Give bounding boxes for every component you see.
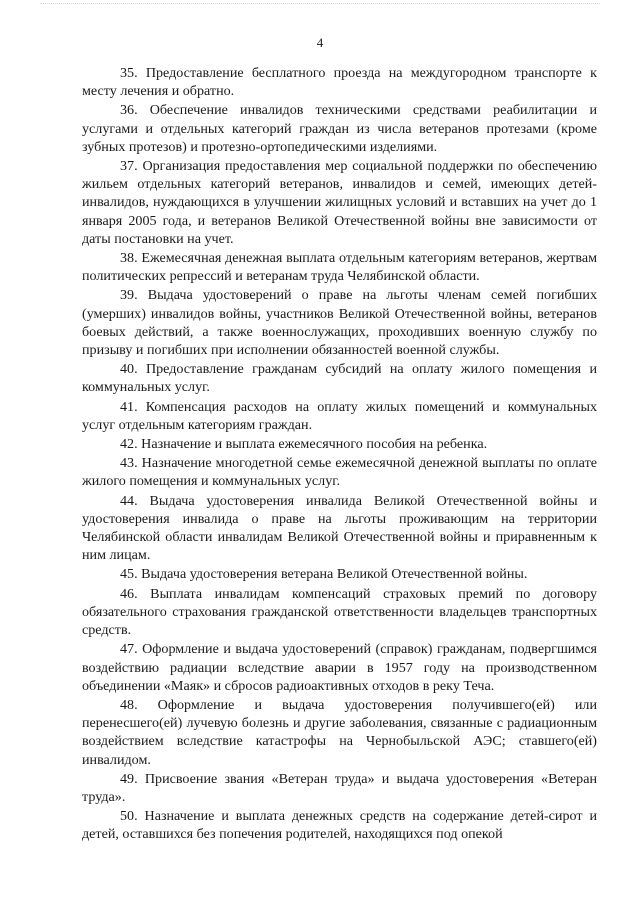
list-item: 39. Выдача удостоверений о праве на льготы членам семей погибших (умерших) инвалидов войны, участников Великой Отечественной войны, ветеранов боевых действий, а также военнослужащих, проходивших военную службу по призыву и погибших при исполнении обязанностей военной службы. [82,287,597,359]
scan-top-edge [40,3,600,7]
list-item: 50. Назначение и выплата денежных средств на содержание детей-сирот и детей, оставшихся без попечения родителей, находящихся под опекой [82,808,597,843]
list-item: 41. Компенсация расходов на оплату жилых помещений и коммунальных услуг отдельным категориям граждан. [82,398,597,433]
list-item: 35. Предоставление бесплатного проезда на междугородном транспорте к месту лечения и обратно. [82,65,597,100]
list-item: 47. Оформление и выдача удостоверений (справок) гражданам, подвергшимся воздействию радиации вследствие аварии в 1957 году на производственном объединении «Маяк» и сбросов радиоактивных отходов в реку Теча. [82,641,597,694]
list-item: 36. Обеспечение инвалидов техническими средствами реабилитации и услугами и отдельных категорий граждан из числа ветеранов протезами (кроме зубных протезов) и протезно-ортопедическими изделиями. [82,102,597,155]
list-item: 40. Предоставление гражданам субсидий на оплату жилого помещения и коммунальных услуг. [82,361,597,396]
list-item: 48. Оформление и выдача удостоверения получившего(ей) или перенесшего(ей) лучевую болезнь и другие заболевания, связанные с радиационным воздействием вследствие катастрофы на Чернобыльской АЭС; ставшего(ей) инвалидом. [82,696,597,768]
list-item: 44. Выдача удостоверения инвалида Великой Отечественной войны и удостоверения инвалида о праве на льготы проживающим на территории Челябинской области инвалидам Великой Отечественной войны и приравненным к ним лицам. [82,492,597,564]
list-item: 37. Организация предоставления мер социальной поддержки по обеспечению жильем отдельных категорий ветеранов, инвалидов и семей, имеющих детей-инвалидов, нуждающихся в улучшении жилищных условий и вставших на учет до 1 января 2005 года, и ветеранов Великой Отечественной войны вне зависимости от даты постановки на учет. [82,158,597,247]
list-item: 43. Назначение многодетной семье ежемесячной денежной выплаты по оплате жилого помещения и коммунальных услуг. [82,455,597,490]
list-item: 38. Ежемесячная денежная выплата отдельным категориям ветеранов, жертвам политических репрессий и ветеранам труда Челябинской области. [82,250,597,285]
list-item: 46. Выплата инвалидам компенсаций страховых премий по договору обязательного страхования гражданской ответственности владельцев транспортных средств. [82,585,597,639]
list-item: 45. Выдача удостоверения ветерана Великой Отечественной войны. [120,566,528,583]
list-item: 42. Назначение и выплата ежемесячного пособия на ребенка. [120,436,488,453]
document-body [82,64,597,845]
list-item: 49. Присвоение звания «Ветеран труда» и выдача удостоверения «Ветеран труда». [82,770,597,805]
page-number: 4 [316,35,324,50]
